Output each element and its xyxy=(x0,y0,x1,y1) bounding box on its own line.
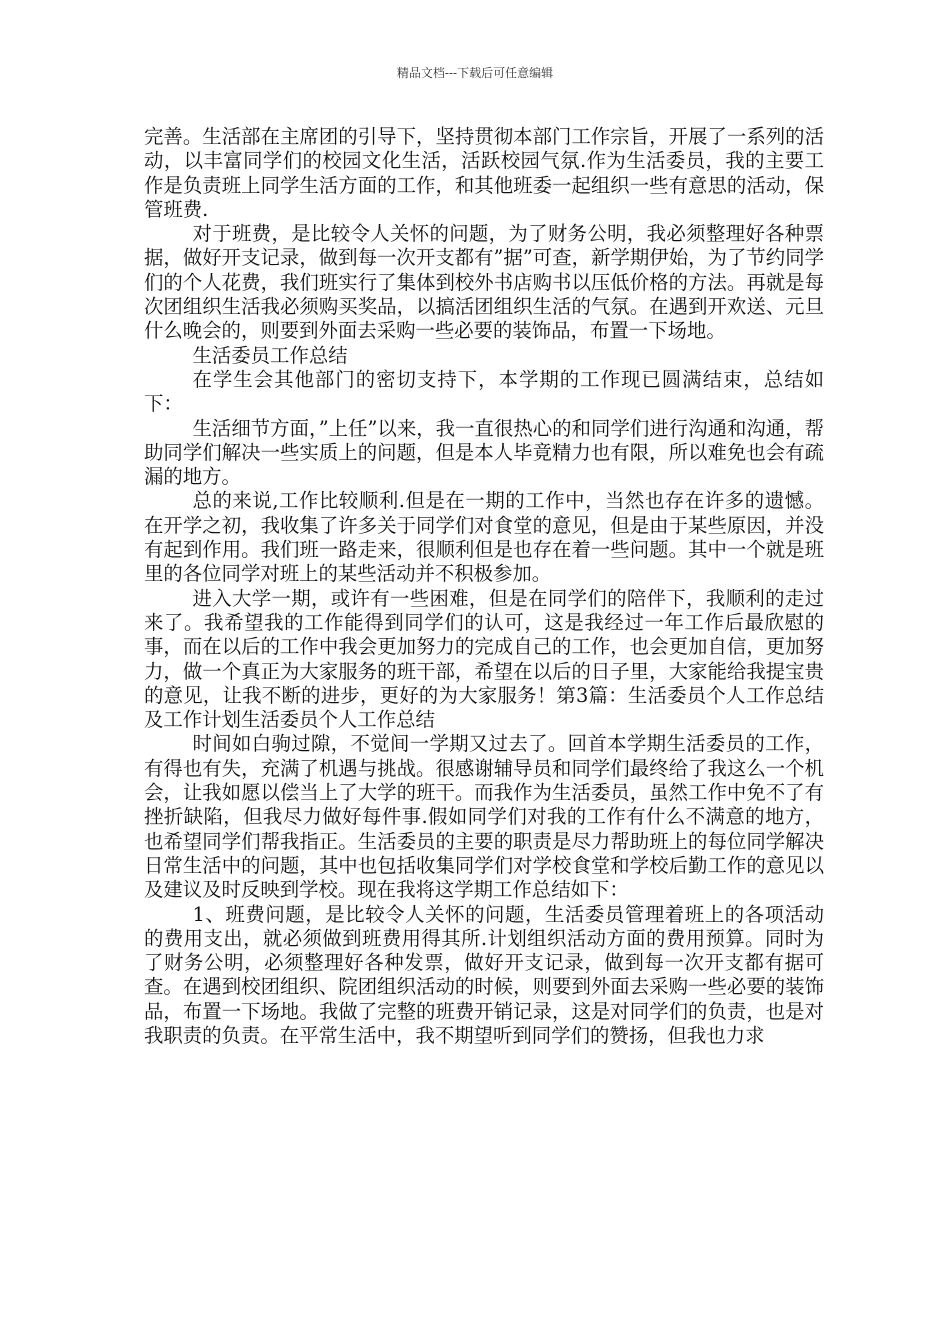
document-body xyxy=(144,125,824,1048)
paragraph-6: 进入大学一期，或许有一些困难，但是在同学们的陪伴下，我顺利的走过来了。我希望我的工作能得到同学们的认可，这是我经过一年工作后最欣慰的事，而在以后的工作中我会更加努力的完成自己的工作，也会更加自信，更加努力，做一个真正为大家服务的班干部，希望在以后的日子里，大家能给我提宝贵的意见，让我不断的进步，更好的为大家服务！第3篇：生活委员个人工作总结及工作计划生活委员个人工作总结 xyxy=(144,586,824,732)
paragraph-7: 时间如白驹过隙，不觉间一学期又过去了。回首本学期生活委员的工作，有得也有失，充满了机遇与挑战。很感谢辅导员和同学们最终给了我这么一个机会，让我如愿以偿当上了大学的班干。而我作为生活委员，虽然工作中免不了有挫折缺陷，但我尽力做好每件事.假如同学们对我的工作有什么不满意的地方，也希望同学们帮我指正。生活委员的主要的职责是尽力帮助班上的每位同学解决日常生活中的问题，其中也包括收集同学们对学校食堂和学校后勤工作的意见以及建议及时反映到学校。现在我将这学期工作总结如下： xyxy=(144,732,824,902)
paragraph-5: 总的来说,工作比较顺利.但是在一期的工作中，当然也存在许多的遗憾。在开学之初，我收集了许多关于同学们对食堂的意见，但是由于某些原因，并没有起到作用。我们班一路走来，很顺利但是也存在着一些问题。其中一个就是班里的各位同学对班上的某些活动并不积极参加。 xyxy=(144,489,824,586)
paragraph-3: 在学生会其他部门的密切支持下，本学期的工作现已圆满结束，总结如下： xyxy=(144,367,824,416)
page-header: 精品文档---下载后可任意编辑 xyxy=(396,66,554,80)
paragraph-2: 对于班费，是比较令人关怀的问题，为了财务公明，我必须整理好各种票据，做好开支记录，做到每一次开支都有”据”可查，新学期伊始，为了节约同学们的个人花费，我们班实行了集体到校外书店购书以压低价格的方法。再就是每次团组织生活我必须购买奖品，以搞活团组织生活的气氛。在遇到开欢送、元旦什么晚会的，则要到外面去采购一些必要的装饰品，布置一下场地。 xyxy=(144,222,824,343)
paragraph-4: 生活细节方面，”上任”以来，我一直很热心的和同学们进行沟通和沟通，帮助同学们解决一些实质上的问题，但是本人毕竟精力也有限，所以难免也会有疏漏的地方。 xyxy=(144,416,824,489)
section-heading: 生活委员工作总结 xyxy=(192,343,348,367)
paragraph-8: 1、班费问题，是比较令人关怀的问题，生活委员管理着班上的各项活动的费用支出，就必须做到班费用得其所.计划组织活动方面的费用预算。同时为了财务公明，必须整理好各种发票，做好开支记录，做到每一次开支都有据可查。在遇到校团组织、院团组织活动的时候，则要到外面去采购一些必要的装饰品，布置一下场地。我做了完整的班费开销记录，这是对同学们的负责，也是对我职责的负责。在平常生活中，我不期望听到同学们的赞扬，但我也力求 xyxy=(144,902,824,1047)
paragraph-1: 完善。生活部在主席团的引导下，坚持贯彻本部门工作宗旨，开展了一系列的活动，以丰富同学们的校园文化生活，活跃校园气氛.作为生活委员，我的主要工作是负责班上同学生活方面的工作，和其他班委一起组织一些有意思的活动，保管班费. xyxy=(144,125,824,221)
